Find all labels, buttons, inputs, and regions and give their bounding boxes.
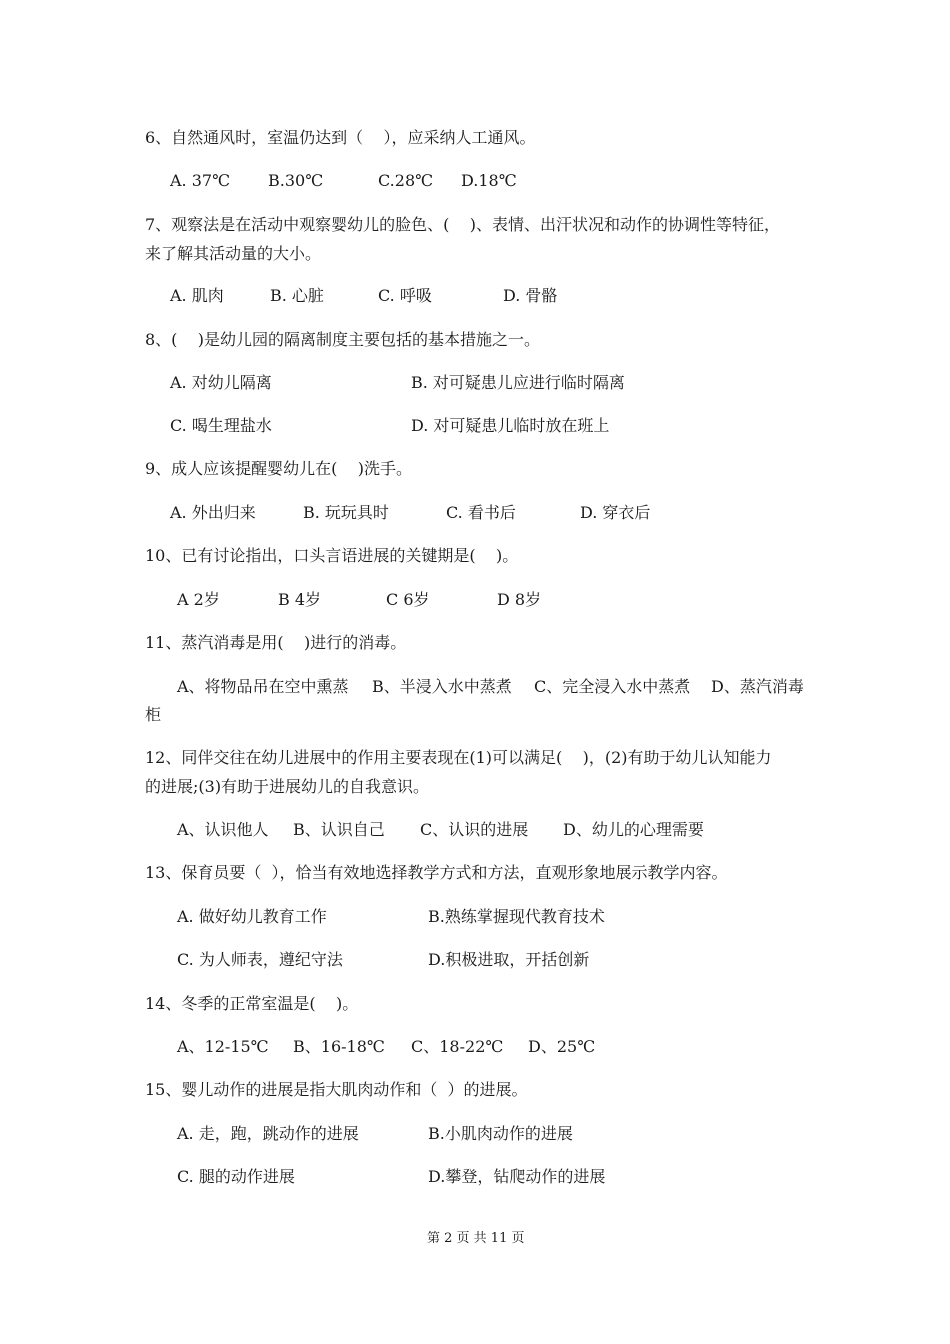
answer-option: C. 看书后 — [446, 503, 516, 522]
answer-option: D、蒸汽消毒 — [711, 677, 804, 696]
answer-option: A. 做好幼儿教育工作 — [177, 907, 327, 926]
question-stem: 7、观察法是在活动中观察婴幼儿的脸色、( )、表情、出汗状况和动作的协调性等特征， — [145, 215, 781, 234]
answer-option: B. 对可疑患儿应进行临时隔离 — [411, 373, 625, 392]
answer-option: D. 穿衣后 — [580, 503, 651, 522]
question-stem: 6、自然通风时，室温仍达到（ ），应采纳人工通风。 — [145, 128, 536, 147]
answer-option: B. 心脏 — [270, 286, 324, 305]
answer-option: A、认识他人 — [177, 820, 269, 839]
answer-option: C. 呼吸 — [378, 286, 432, 305]
question-stem: 来了解其活动量的大小。 — [145, 244, 322, 263]
answer-option: C. 喝生理盐水 — [170, 416, 272, 435]
answer-option: D.18℃ — [461, 171, 517, 190]
answer-option: B、16-18℃ — [293, 1037, 385, 1056]
answer-option: D 8岁 — [497, 590, 542, 609]
question-stem: 14、冬季的正常室温是( )。 — [145, 994, 359, 1013]
answer-option: D、幼儿的心理需要 — [563, 820, 704, 839]
answer-option: C、完全浸入水中蒸煮 — [534, 677, 691, 696]
answer-option: C. 为人师表，遵纪守法 — [177, 950, 343, 969]
answer-option: A. 肌肉 — [170, 286, 224, 305]
question-stem: 11、蒸汽消毒是用( )进行的消毒。 — [145, 633, 407, 652]
answer-option: A. 37℃ — [170, 171, 230, 190]
answer-option: A. 走，跑，跳动作的进展 — [177, 1124, 359, 1143]
question-stem: 9、成人应该提醒婴幼儿在( )洗手。 — [145, 459, 413, 478]
answer-option: A、12-15℃ — [177, 1037, 269, 1056]
question-stem: 13、保育员要（ ），恰当有效地选择教学方式和方法，直观形象地展示教学内容。 — [145, 863, 728, 882]
answer-option: D、25℃ — [528, 1037, 596, 1056]
answer-option: B 4岁 — [278, 590, 322, 609]
answer-option: A. 外出归来 — [170, 503, 256, 522]
answer-option: C.28℃ — [378, 171, 434, 190]
question-stem: 8、( )是幼儿园的隔离制度主要包括的基本措施之一。 — [145, 330, 541, 349]
answer-option: D. 对可疑患儿临时放在班上 — [411, 416, 610, 435]
question-stem: 12、同伴交往在幼儿进展中的作用主要表现在(1)可以满足( )，(2)有助于幼儿认知能力 — [145, 748, 772, 767]
answer-option: C 6岁 — [386, 590, 430, 609]
answer-option: A 2岁 — [177, 590, 220, 609]
answer-option: D.积极进取，开括创新 — [428, 950, 590, 969]
answer-option: B. 玩玩具时 — [303, 503, 389, 522]
answer-option: C、18-22℃ — [411, 1037, 504, 1056]
answer-option: C. 腿的动作进展 — [177, 1167, 295, 1186]
answer-option: D.攀登，钻爬动作的进展 — [428, 1167, 606, 1186]
answer-option: B.30℃ — [268, 171, 324, 190]
answer-option: 柜 — [145, 705, 162, 724]
answer-option: A、将物品吊在空中熏蒸 — [177, 677, 349, 696]
question-stem: 10、已有讨论指出，口头言语进展的关键期是( )。 — [145, 546, 519, 565]
answer-option: B、半浸入水中蒸煮 — [372, 677, 512, 696]
page-number: 第 2 页 共 11 页 — [427, 1231, 525, 1246]
answer-option: D. 骨骼 — [503, 286, 558, 305]
answer-option: C、认识的进展 — [420, 820, 529, 839]
question-stem: 15、婴儿动作的进展是指大肌肉动作和（ ）的进展。 — [145, 1080, 528, 1099]
answer-option: B.小肌肉动作的进展 — [428, 1124, 573, 1143]
question-stem: 的进展;(3)有助于进展幼儿的自我意识。 — [145, 777, 430, 796]
answer-option: A. 对幼儿隔离 — [170, 373, 272, 392]
answer-option: B、认识自己 — [293, 820, 385, 839]
answer-option: B.熟练掌握现代教育技术 — [428, 907, 605, 926]
